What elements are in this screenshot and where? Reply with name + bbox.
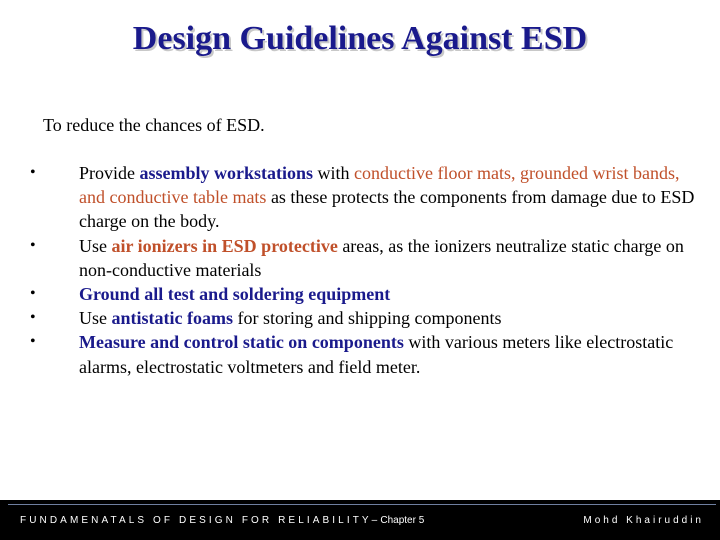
bullet-text: areas, as the ionizers neutralize static charge on non-conductive materials <box>79 235 684 280</box>
bullet-emphasis: antistatic foams <box>111 308 233 329</box>
slide-title: Design Guidelines Against ESD <box>132 20 588 57</box>
intro-text: To reduce the chances of ESD. <box>43 115 265 135</box>
bullet-text: Provide <box>79 163 140 183</box>
footer-divider <box>8 504 716 505</box>
footer-bar <box>0 500 720 540</box>
bullet-emphasis: conductive floor mats, grounded wrist bands, and conductive table mats <box>79 163 680 208</box>
bullet-text: with <box>313 163 355 183</box>
bullet-text: Use <box>79 308 112 329</box>
bullet-text: for storing and shipping components <box>232 308 502 329</box>
bullet-emphasis: Ground all test and soldering equipment <box>79 284 391 305</box>
bullet-item <box>30 330 700 378</box>
footer-chapter: Chapter 5 <box>380 515 425 526</box>
bullet-text: as these protects the components from damage due to ESD charge on the body. <box>79 187 695 232</box>
bullet-icon: • <box>30 333 36 351</box>
bullet-text: Use <box>79 235 112 256</box>
bullet-item <box>30 306 700 330</box>
bullet-text: with various meters like electrostatic alarms, electrostatic voltmeters and field meter. <box>79 332 674 377</box>
bullet-icon: • <box>30 164 36 181</box>
bullet-icon: • <box>30 285 36 303</box>
bullet-emphasis: air ionizers in ESD protective <box>111 235 338 256</box>
footer-author: Mohd Khairuddin <box>583 515 704 526</box>
bullet-item <box>30 161 700 234</box>
bullet-emphasis: Measure and control static on components <box>79 332 404 353</box>
bullet-icon: • <box>30 309 36 327</box>
bullet-item <box>30 234 700 282</box>
bullet-icon: • <box>30 236 36 254</box>
bullet-list <box>30 161 700 379</box>
bullet-emphasis: assembly workstations <box>139 163 314 183</box>
footer-course-text: FUNDAMENATALS OF DESIGN FOR RELIABILITY– <box>20 515 381 526</box>
footer-course-title <box>20 515 424 526</box>
bullet-item <box>30 282 700 306</box>
